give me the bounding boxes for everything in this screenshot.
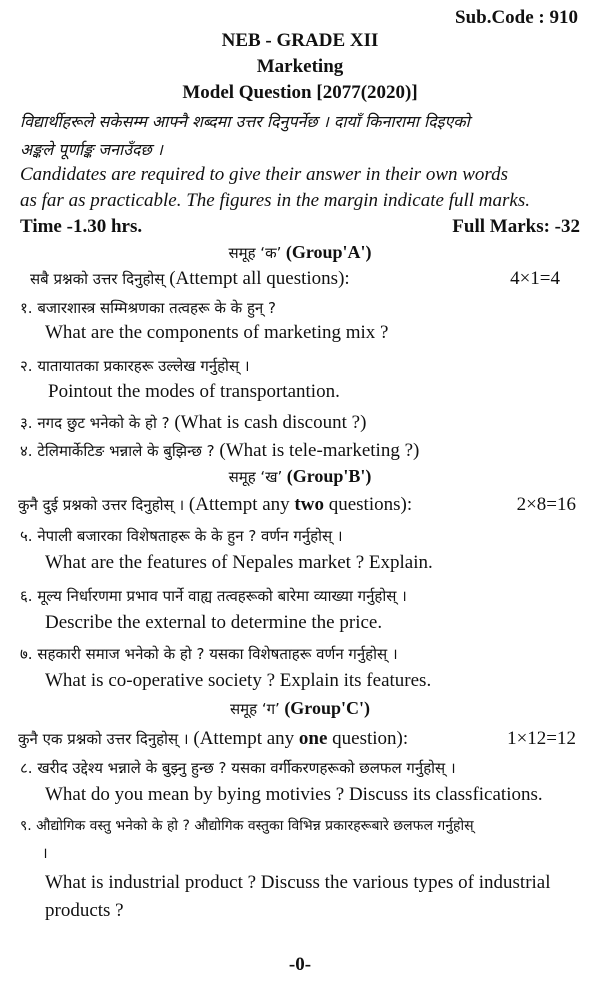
instruction-nepali-line1: विद्यार्थीहरूले सकेसम्म आफ्नै शब्दमा उत्तर दिनुपर्नेछ । दायाँ किनारामा दिइएको (20, 112, 470, 131)
question-6-nepali: ६. मूल्य निर्धारणमा प्रभाव पार्ने वाह्य तत्वहरूको बारेमा व्याख्या गर्नुहोस् । (20, 587, 407, 605)
group-c-marks: 1×12=12 (507, 728, 576, 749)
group-b-marks: 2×8=16 (516, 494, 576, 515)
model-question-title: Model Question [2077(2020)] (182, 82, 418, 103)
full-marks: Full Marks: -32 (452, 216, 580, 237)
time-marks-row (20, 216, 580, 238)
question-3: ३. नगद छुट भनेको के हो ? (What is cash discount ?) (20, 412, 367, 433)
page-number: -0- (288, 954, 312, 975)
question-9-nepali-end: । (42, 844, 48, 862)
subject-title: Marketing (256, 56, 344, 77)
group-b-heading: समूह ‘ख’ (Group'B') (228, 466, 372, 486)
group-b-instruction: कुनै दुई प्रश्नको उत्तर दिनुहोस् । (Attempt any two questions): (18, 494, 413, 515)
subject-code: Sub.Code : 910 (455, 7, 578, 28)
question-8-nepali: ८. खरीद उद्देश्य भन्नाले के बुझ्नु हुन्छ ? यसका वर्गीकरणहरूको छलफल गर्नुहोस् । (20, 759, 456, 777)
question-8-english: What do you mean by bying motivies ? Discuss its classfications. (45, 784, 543, 805)
question-7-english: What is co-operative society ? Explain its features. (45, 670, 432, 691)
question-4: ४. टेलिमार्केटिङ भन्नाले के बुझिन्छ ? (What is tele-marketing ?) (20, 440, 420, 461)
group-c-heading: समूह ‘ग’ (Group'C') (229, 698, 370, 718)
question-6-english: Describe the external to determine the price. (45, 612, 383, 633)
question-5-nepali: ५. नेपाली बजारका विशेषताहरू के के हुन ? वर्णन गर्नुहोस् । (20, 527, 343, 545)
question-5-english: What are the features of Nepales market ? Explain. (45, 552, 433, 573)
question-9-english-line1: What is industrial product ? Discuss the various types of industrial (45, 872, 551, 893)
group-a-marks: 4×1=4 (510, 268, 560, 289)
exam-time: Time -1.30 hrs. (20, 216, 143, 237)
question-2-nepali: २. यातायातका प्रकारहरू उल्लेख गर्नुहोस् । (20, 357, 250, 375)
instruction-nepali-line2: अङ्कले पूर्णाङ्क जनाउँदछ । (20, 140, 163, 159)
board-grade: NEB - GRADE XII (221, 30, 379, 51)
question-1-nepali: १. बजारशास्त्र सम्मिश्रणका तत्वहरू के के हुन् ? (20, 299, 276, 317)
question-1-english: What are the components of marketing mix ? (45, 322, 389, 343)
question-9-nepali: ९. औद्योगिक वस्तु भनेको के हो ? औद्योगिक वस्तुका विभिन्न प्रकारहरूबारे छलफल गर्नुहोस् (20, 818, 474, 834)
question-7-nepali: ७. सहकारी समाज भनेको के हो ? यसका विशेषताहरू वर्णन गर्नुहोस् । (20, 645, 398, 663)
instruction-english-line1: Candidates are required to give their answer in their own words (20, 164, 508, 185)
group-c-instruction: कुनै एक प्रश्नको उत्तर दिनुहोस् । (Attempt any one question): (18, 728, 409, 749)
instruction-english-line2: as far as practicable. The figures in the margin indicate full marks. (20, 190, 530, 211)
group-a-heading: समूह ‘क’ (Group'A') (228, 242, 372, 262)
group-a-instruction: सबै प्रश्नको उत्तर दिनुहोस् (Attempt all questions): (30, 268, 350, 289)
question-9-english-line2: products ? (45, 900, 124, 921)
question-2-english: Pointout the modes of transportantion. (48, 381, 340, 402)
